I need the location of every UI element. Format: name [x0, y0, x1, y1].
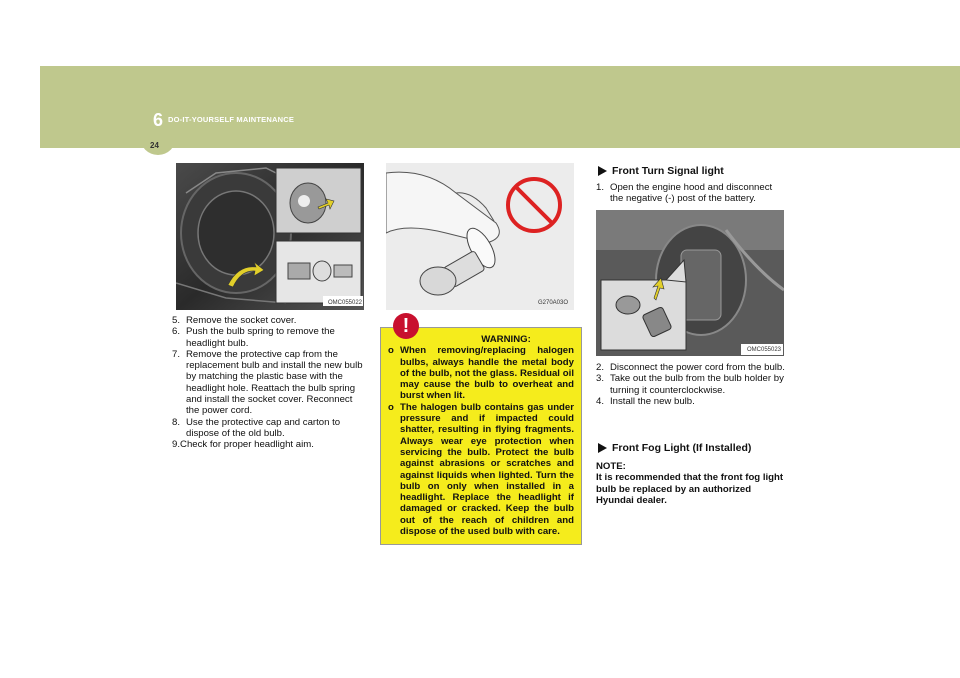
- step-item: 1. Open the engine hood and disconnect the negative (-) post of the battery.: [596, 182, 773, 205]
- step-item: 9.Check for proper headlight aim.: [172, 439, 314, 451]
- headlight-steps: [172, 315, 365, 451]
- step-item: 3. Take out the bulb from the bulb holder by turning it counterclockwise.: [596, 373, 784, 396]
- step-item: 2. Disconnect the power cord from the bulb.: [596, 362, 785, 373]
- note-body: It is recommended that the front fog light bulb be replaced by an authorized Hyundai dealer.: [596, 472, 784, 506]
- turn-signal-heading: Front Turn Signal light: [598, 165, 724, 177]
- turn-signal-bulb-photo: [596, 210, 784, 356]
- page-number: 24: [150, 141, 159, 150]
- step-item: 6. Push the bulb spring to remove the headlight bulb.: [172, 326, 335, 349]
- chapter-header-band: [40, 66, 960, 148]
- warning-content: [388, 334, 574, 537]
- step-item: 8. Use the protective cap and carton to dispose of the old bulb.: [172, 416, 341, 439]
- warning-title: WARNING:: [481, 334, 531, 345]
- section-arrow-icon: [598, 443, 607, 453]
- section-arrow-icon: [598, 166, 607, 176]
- note-label: NOTE:: [596, 461, 626, 472]
- warning-item: o When removing/replacing halogen bulbs, always handle the metal body of the bulb, not the glass. Residual oil may cause the bulb to overheat and burst when lit.: [388, 345, 574, 402]
- figure-code-3: OMC055023: [747, 347, 782, 353]
- figure-code-1: OMC055022: [328, 300, 363, 306]
- headlight-socket-photo: [176, 163, 364, 310]
- chapter-title: DO-IT-YOURSELF MAINTENANCE: [168, 115, 295, 124]
- warning-item: o The halogen bulb contains gas under pressure and if impacted could shatter, resulting in flying fragments. Always wear eye protection when servicing the bulb. Protect the bulb against abrasions or scratches and against liquids when lighted. Turn the bulb on only when installed in a headlight. Replace the headlight if damaged or cracked. Keep the bulb out of the reach of children and dispose of the used bulb with care.: [388, 401, 574, 538]
- fog-light-heading: Front Fog Light (If Installed): [598, 442, 751, 454]
- step-item: 7. Remove the protective cap from the replacement bulb and install the new bulb by matching the plastic base with the headlight hole. Reattach the bulb spring and install the socket cover. Reconnect the power cord.: [172, 348, 363, 417]
- step-item: 4. Install the new bulb.: [596, 395, 695, 407]
- figure-code-2: G270A03O: [538, 300, 569, 306]
- turn-signal-steps-b: [596, 362, 786, 407]
- halogen-bulb-handling-illustration: [386, 163, 574, 310]
- fog-light-note: [596, 461, 786, 506]
- turn-signal-steps-a: [596, 182, 786, 205]
- warning-icon: !: [393, 313, 419, 339]
- step-item: 5. Remove the socket cover.: [172, 315, 297, 326]
- chapter-number: 6: [153, 110, 164, 130]
